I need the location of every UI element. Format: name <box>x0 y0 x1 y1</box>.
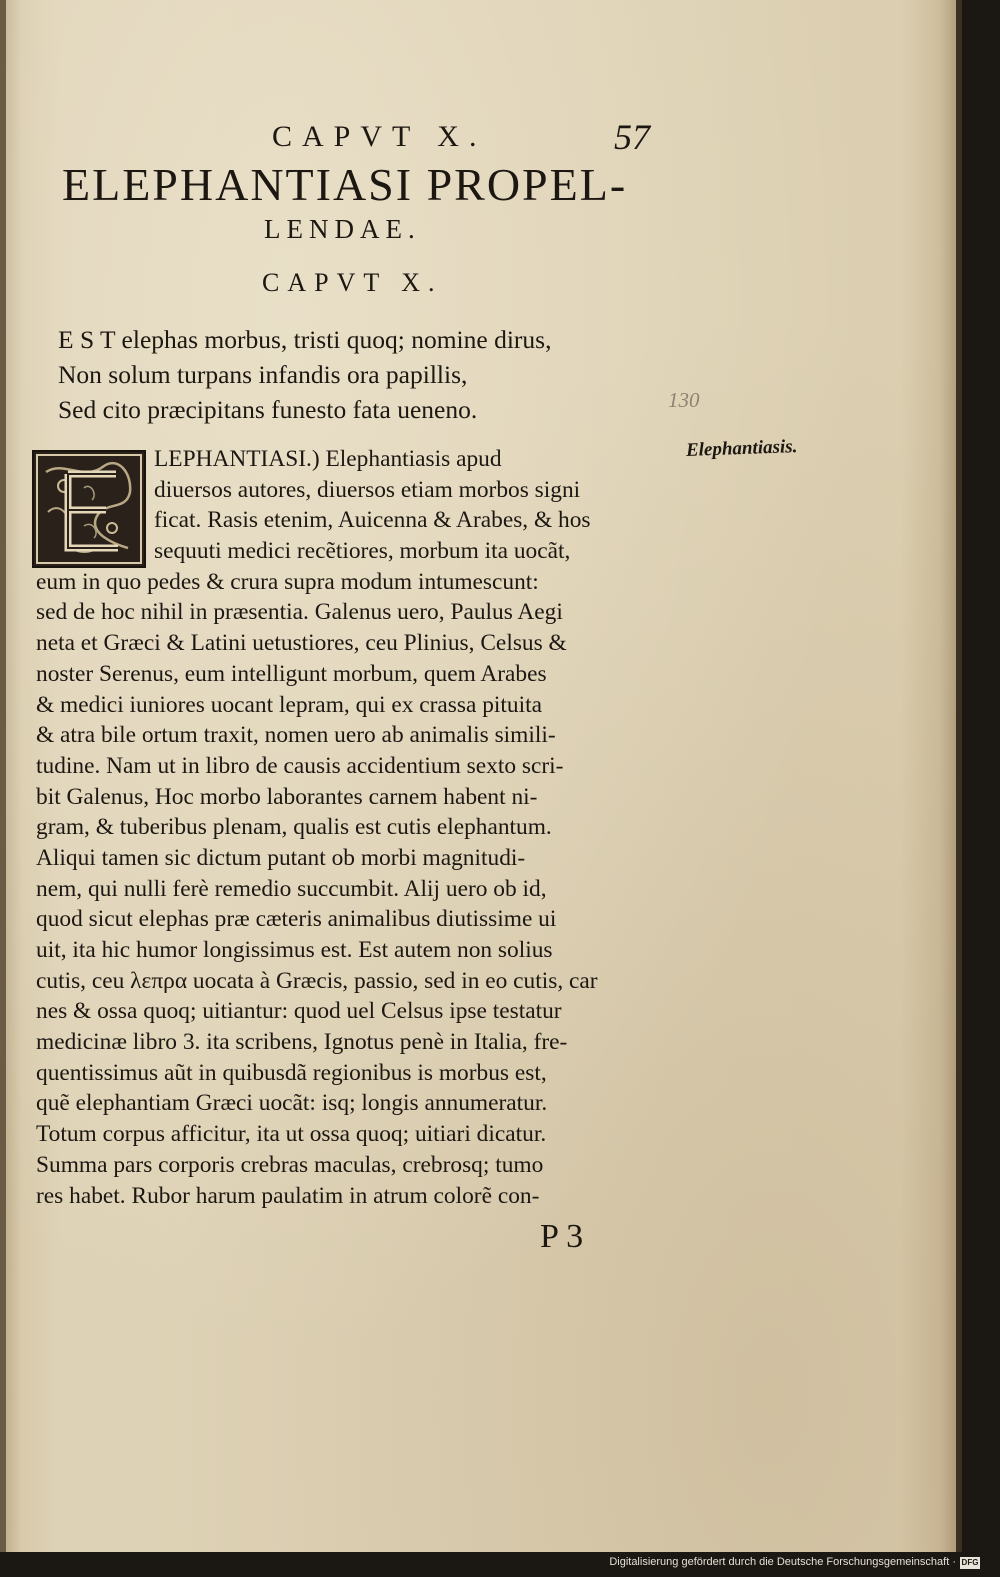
chapter-label: CAPVT X. <box>262 268 443 297</box>
text-line: sed de hoc nihil in præsentia. Galenus uero, Paulus Aegi <box>36 599 563 626</box>
chapter-title-line-1: ELEPHANTIASI PROPEL- <box>62 159 628 210</box>
chapter-title-line-2: LENDAE. <box>264 214 421 244</box>
text-line: quod sicut elephas præ cæteris animalibus diutissime ui <box>36 906 557 933</box>
text-line: uit, ita hic humor longissimus est. Est autem non solius <box>36 937 553 963</box>
text-line: tudine. Nam ut in libro de causis accidentium sexto scri- <box>36 752 564 779</box>
verse-block <box>58 322 551 427</box>
text-line: gram, & tuberibus plenam, qualis est cutis elephantum. <box>36 814 552 841</box>
folio-number: 57 <box>614 117 650 157</box>
text-line: eum in quo pedes & crura supra modum intumescunt: <box>36 568 539 595</box>
text-line: Aliqui tamen sic dictum putant ob morbi magnitudi- <box>36 844 526 871</box>
text-line: cutis, ceu λεπρα uocata à Græcis, passio, sed in eo cutis, car <box>36 967 598 994</box>
text-line: LEPHANTIASI.) Elephantiasis apud <box>154 446 502 472</box>
margin-note-keyword: Elephantiasis. <box>685 436 798 461</box>
body-text <box>36 444 682 1211</box>
text-line: medicinæ libro 3. ita scribens, Ignotus penè in Italia, fre- <box>36 1029 568 1056</box>
margin-number: 130 <box>668 388 700 412</box>
text-line: noster Serenus, eum intelligunt morbum, quem Arabes <box>36 660 547 687</box>
text-line: nes & ossa quoq; uitiantur: quod uel Celsus ipse testatur <box>36 998 562 1025</box>
page-gutter-shadow <box>0 0 6 1552</box>
text-line: neta et Græci & Latini uetustiores, ceu Plinius, Celsus & <box>36 630 567 657</box>
digitization-credit: Digitalisierung gefördert durch die Deutsche Forschungsgemeinschaft · <box>609 1556 956 1568</box>
text-line: diuersos autores, diuersos etiam morbos signi <box>154 476 581 503</box>
text-line: ficat. Rasis etenim, Auicenna & Arabes, & hos <box>154 507 591 534</box>
text-line: bit Galenus, Hoc morbo laborantes carnem habent ni- <box>36 783 538 810</box>
text-line: & atra bile ortum traxit, nomen uero ab animalis simili- <box>36 722 556 749</box>
page-edge <box>956 0 962 1552</box>
text-line: nem, qui nulli ferè remedio succumbit. Alij uero ob id, <box>36 875 547 902</box>
text-line: & medici iuniores uocant lepram, qui ex crassa pituita <box>36 691 542 718</box>
verse-line: Sed cito præcipitans funesto fata ueneno. <box>58 395 478 424</box>
signature-mark: P 3 <box>540 1218 584 1255</box>
text-line: Totum corpus afficitur, ita ut ossa quoq; uitiari dicatur. <box>36 1121 547 1148</box>
text-line: quẽ elephantiam Græci uocãt: isq; longis annumeratur. <box>36 1090 548 1117</box>
running-head: CAPVT X. <box>272 120 487 153</box>
verse-line: Non solum turpans infandis ora papillis, <box>58 360 468 389</box>
text-line: quentissimus aũt in quibusdã regionibus is morbus est, <box>36 1059 547 1086</box>
text-line: sequuti medici recẽtiores, morbum ita uocãt, <box>154 538 571 565</box>
text-line: res habet. Rubor harum paulatim in atrum colorẽ con- <box>36 1182 540 1209</box>
verse-line: E S T elephas morbus, tristi quoq; nomine dirus, <box>58 325 552 354</box>
dfg-logo-icon: DFG <box>961 1558 979 1567</box>
text-line: Summa pars corporis crebras maculas, crebrosq; tumo <box>36 1151 544 1178</box>
